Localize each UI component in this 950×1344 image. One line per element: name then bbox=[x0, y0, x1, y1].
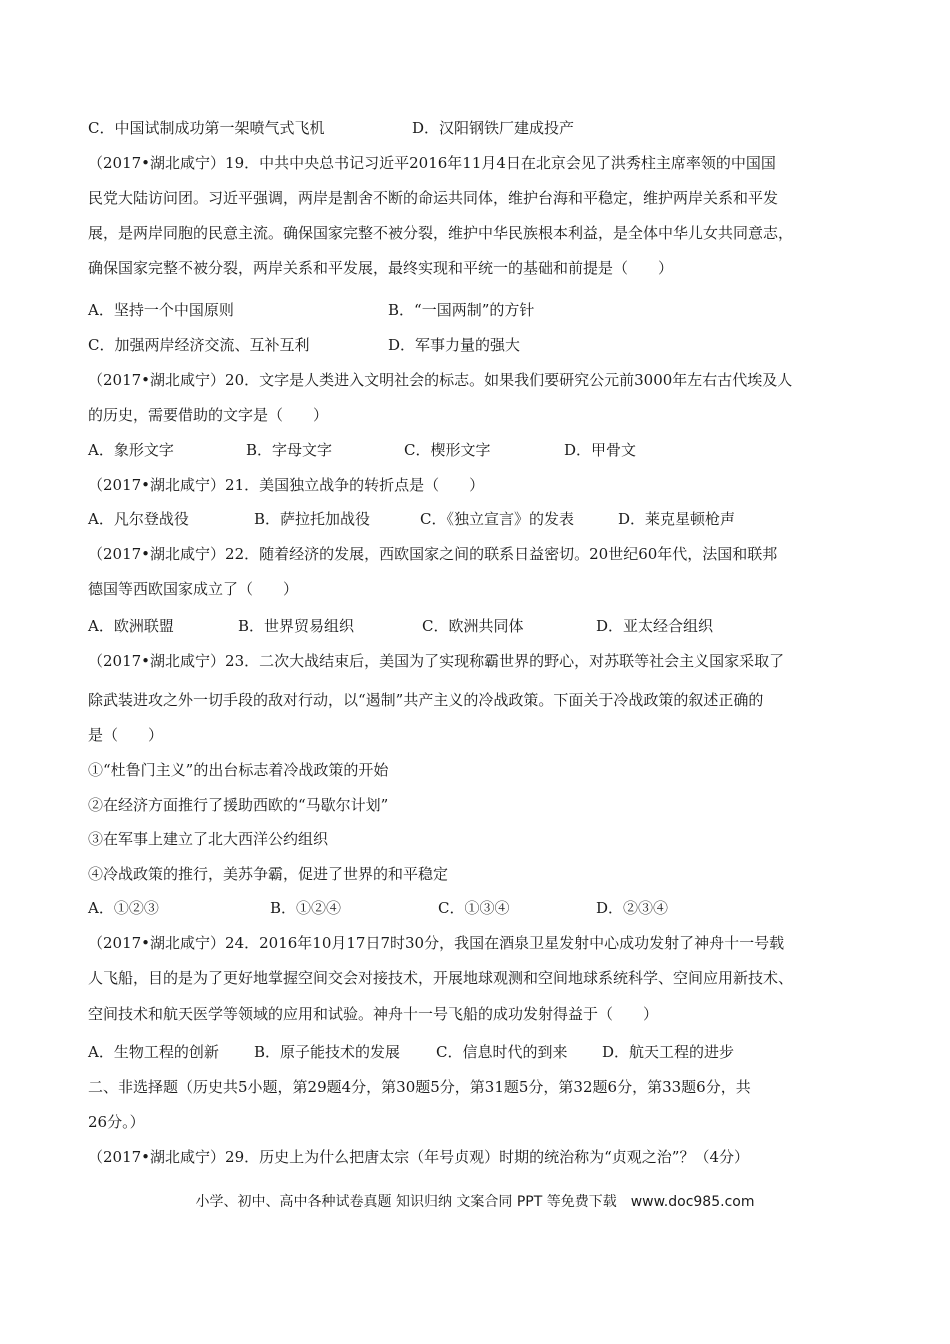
option-b: B．①②④ bbox=[270, 899, 342, 917]
option-a: A．①②③ bbox=[88, 899, 159, 917]
option-c: C．加强两岸经济交流、互补互利 bbox=[88, 336, 310, 354]
option-d: D．航天工程的进步 bbox=[602, 1043, 735, 1061]
q20-line-1: （2017•湖北咸宁）20．文字是人类进入文明社会的标志。如果我们要研究公元前3000年左右古代埃及人 bbox=[88, 371, 793, 389]
option-c: C．《独立宣言》的发表 bbox=[420, 510, 574, 528]
q20-line-2: 的历史，需要借助的文字是（ ） bbox=[88, 406, 329, 424]
option-b: B．萨拉托加战役 bbox=[254, 510, 371, 528]
q23-line-3: 是（ ） bbox=[88, 726, 164, 744]
q23-statement-1: ①“杜鲁门主义”的出台标志着冷战政策的开始 bbox=[88, 761, 389, 779]
option-b: B．原子能技术的发展 bbox=[254, 1043, 401, 1061]
option-c: C．信息时代的到来 bbox=[436, 1043, 568, 1061]
q19-line-1: （2017•湖北咸宁）19．中共中央总书记习近平2016年11月4日在北京会见了洪秀柱主席率领的中国国 bbox=[88, 154, 776, 172]
option-a: A．象形文字 bbox=[88, 441, 174, 459]
q22-line-2: 德国等西欧国家成立了（ ） bbox=[88, 580, 299, 598]
option-a: A．欧洲联盟 bbox=[88, 617, 174, 635]
option-c: C．欧洲共同体 bbox=[422, 617, 524, 635]
q23-statement-4: ④冷战政策的推行，美苏争霸，促进了世界的和平稳定 bbox=[88, 865, 449, 883]
q19-line-4: 确保国家完整不被分裂，两岸关系和平发展，最终实现和平统一的基础和前提是（ ） bbox=[88, 259, 674, 277]
q21-line-1: （2017•湖北咸宁）21．美国独立战争的转折点是（ ） bbox=[88, 476, 485, 494]
option-b: B．世界贸易组织 bbox=[238, 617, 355, 635]
page-footer: 小学、初中、高中各种试卷真题 知识归纳 文案合同 PPT 等免费下载 www.doc985.com bbox=[195, 1194, 755, 1210]
option-b: B．“一国两制”的方针 bbox=[388, 301, 535, 319]
q22-line-1: （2017•湖北咸宁）22．随着经济的发展，西欧国家之间的联系日益密切。20世纪60年代，法国和联邦 bbox=[88, 545, 778, 563]
option-d: D．莱克星顿枪声 bbox=[618, 510, 736, 528]
q19-line-2: 民党大陆访问团。习近平强调，两岸是割舍不断的命运共同体，维护台海和平稳定，维护两岸关系和平发 bbox=[88, 189, 779, 207]
q23-line-2: 除武装进攻之外一切手段的敌对行动，以“遏制”共产主义的冷战政策。下面关于冷战政策的叙述正确的 bbox=[88, 691, 764, 709]
q23-statement-3: ③在军事上建立了北大西洋公约组织 bbox=[88, 830, 329, 848]
q24-line-3: 空间技术和航天医学等领域的应用和试验。神舟十一号飞船的成功发射得益于（ ） bbox=[88, 1005, 659, 1023]
option-c: C．①③④ bbox=[438, 899, 510, 917]
option-d: D．军事力量的强大 bbox=[388, 336, 521, 354]
section-2-heading-line-1: 二、非选择题（历史共5小题，第29题4分，第30题5分，第31题5分，第32题6分，第33题6分，共 bbox=[88, 1078, 751, 1096]
option-d: D．亚太经合组织 bbox=[596, 617, 714, 635]
q19-line-3: 展，是两岸同胞的民意主流。确保国家完整不被分裂，维护中华民族根本利益，是全体中华儿女共同意志， bbox=[88, 224, 794, 242]
option-a: A．生物工程的创新 bbox=[88, 1043, 219, 1061]
option-a: A．凡尔登战役 bbox=[88, 510, 189, 528]
option-a: A．坚持一个中国原则 bbox=[88, 301, 234, 319]
q23-line-1: （2017•湖北咸宁）23．二次大战结束后，美国为了实现称霸世界的野心，对苏联等社会主义国家采取了 bbox=[88, 652, 785, 670]
q29-line-1: （2017•湖北咸宁）29．历史上为什么把唐太宗（年号贞观）时期的统治称为“贞观之治”？（4分） bbox=[88, 1148, 749, 1166]
option-d: D．汉阳钢铁厂建成投产 bbox=[412, 119, 575, 137]
q24-line-2: 人飞船，目的是为了更好地掌握空间交会对接技术，开展地球观测和空间地球系统科学、空间应用新技术、 bbox=[88, 969, 794, 987]
section-2-heading-line-2: 26分。） bbox=[88, 1113, 145, 1131]
q23-statement-2: ②在经济方面推行了援助西欧的“马歇尔计划” bbox=[88, 796, 389, 814]
option-d: D．②③④ bbox=[596, 899, 669, 917]
option-d: D．甲骨文 bbox=[564, 441, 637, 459]
option-c: C．楔形文字 bbox=[404, 441, 491, 459]
option-b: B．字母文字 bbox=[246, 441, 333, 459]
option-c: C．中国试制成功第一架喷气式飞机 bbox=[88, 119, 325, 137]
q24-line-1: （2017•湖北咸宁）24．2016年10月17日7时30分，我国在酒泉卫星发射中心成功发射了神舟十一号载 bbox=[88, 934, 785, 952]
